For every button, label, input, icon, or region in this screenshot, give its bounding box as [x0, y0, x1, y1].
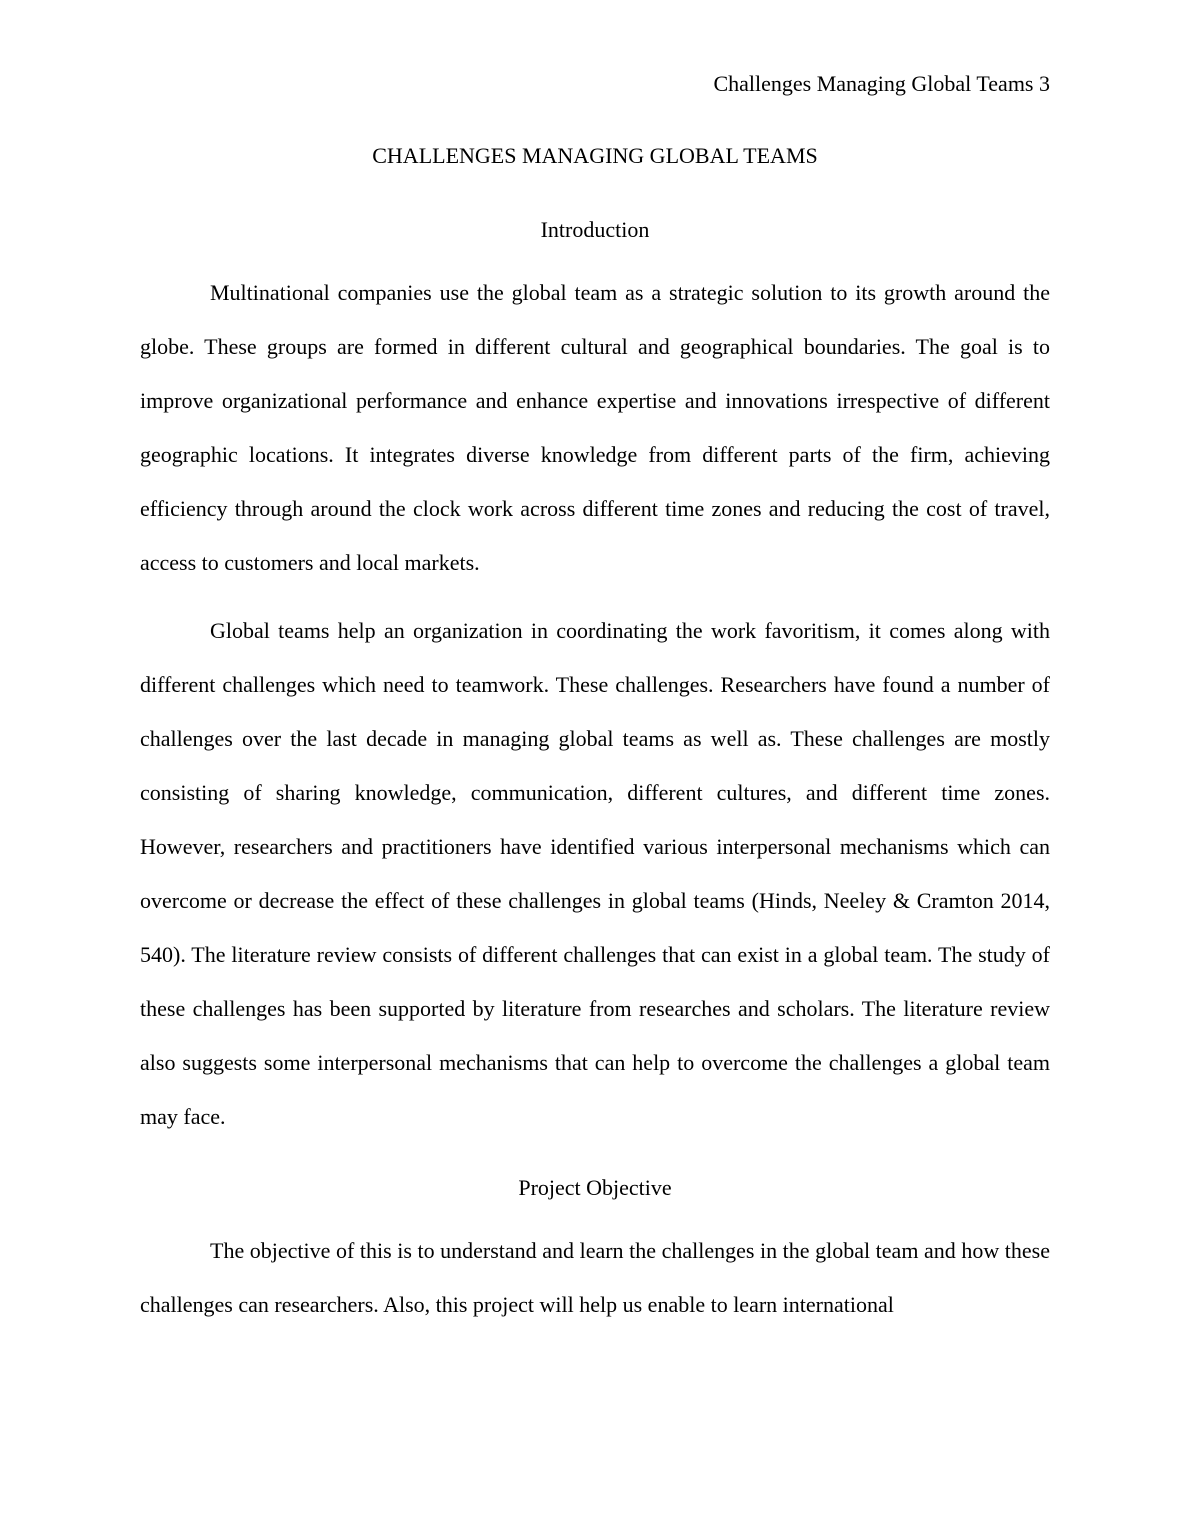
section-heading-project-objective: Project Objective — [518, 1175, 672, 1200]
document-title: CHALLENGES MANAGING GLOBAL TEAMS — [372, 143, 818, 168]
section-heading-introduction: Introduction — [540, 217, 650, 242]
paragraph-introduction-1: Multinational companies use the global team as a strategic solution to its growth around the globe. These groups are formed in different cultural and geographical boundaries. The goal is to improve organizational performance and enhance expertise and innovations irrespective of different geographic locations. It integrates diverse knowledge from different parts of the firm, achieving efficiency through around the clock work across different time zones and reducing the cost of travel, access to customers and local markets. — [140, 280, 1050, 575]
paragraph-introduction-2: Global teams help an organization in coordinating the work favoritism, it comes along with different challenges which need to teamwork. These challenges. Researchers have found a number of challenges over the last decade in managing global teams as well as. These challenges are mostly consisting of sharing knowledge, communication, different cultures, and different time zones. However, researchers and practitioners have identified various interpersonal mechanisms which can overcome or decrease the effect of these challenges in global teams (Hinds, Neeley & Cramton 2014, 540). The literature review consists of different challenges that can exist in a global team. The study of these challenges has been supported by literature from researches and scholars. The literature review also suggests some interpersonal mechanisms that can help to overcome the challenges a global team may face. — [140, 618, 1050, 1129]
paragraph-project-objective-1: The objective of this is to understand and learn the challenges in the global team and how these challenges can researchers. Also, this project will help us enable to learn international — [140, 1238, 1050, 1317]
running-head: Challenges Managing Global Teams 3 — [713, 71, 1050, 96]
